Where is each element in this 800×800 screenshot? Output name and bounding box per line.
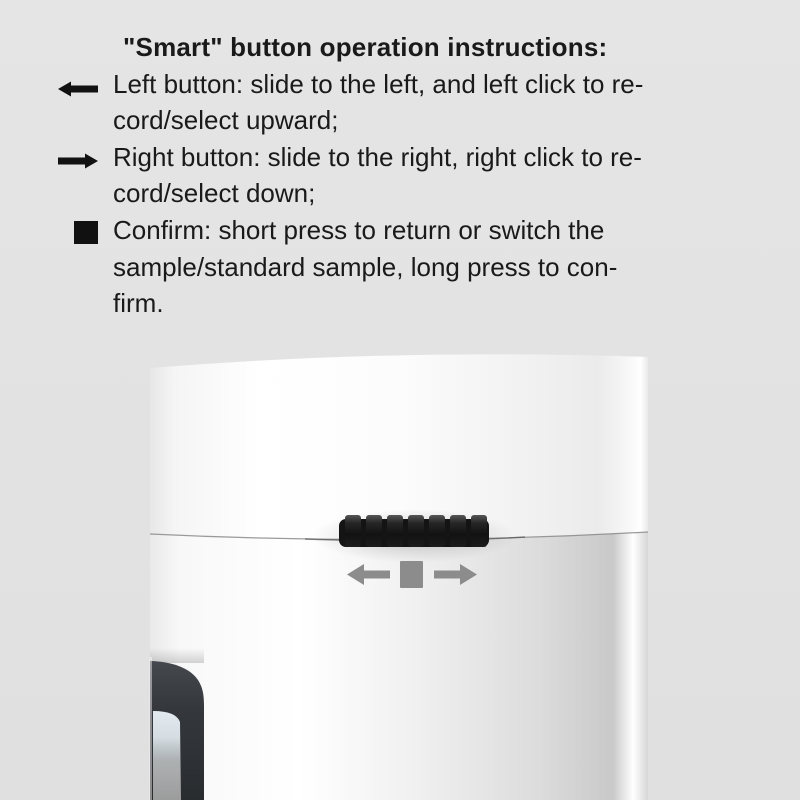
screen-bezel-shadow bbox=[150, 648, 204, 663]
instruction-line: Left button: slide to the left, and left click to re- bbox=[113, 68, 644, 99]
instruction-line: Right button: slide to the right, right click to re- bbox=[113, 141, 642, 172]
body-edge-highlight bbox=[150, 657, 153, 800]
wheel-rib bbox=[408, 515, 424, 547]
confirm-square-icon bbox=[74, 221, 98, 244]
instruction-line: cord/select upward; bbox=[113, 105, 339, 136]
wheel-rib bbox=[450, 515, 466, 547]
wheel-rib bbox=[471, 515, 487, 547]
instruction-line: sample/standard sample, long press to con- bbox=[113, 251, 618, 282]
wheel-rib bbox=[366, 515, 382, 547]
instruction-line: firm. bbox=[113, 288, 164, 319]
screen-glass bbox=[153, 711, 181, 800]
device-body-bottom bbox=[150, 532, 648, 800]
wheel-rib bbox=[429, 515, 445, 547]
left-arrow-icon bbox=[58, 81, 98, 97]
right-arrow-shape bbox=[58, 154, 98, 169]
left-arrow-shape bbox=[58, 82, 98, 97]
instructions-title: "Smart" button operation instructions: bbox=[123, 32, 608, 62]
wheel-rib bbox=[345, 515, 361, 547]
confirm-square-shape bbox=[74, 221, 98, 244]
right-arrow-icon bbox=[58, 153, 98, 169]
instructions-text bbox=[113, 29, 773, 322]
wheel-rib bbox=[387, 515, 403, 547]
scroll-wheel bbox=[339, 515, 489, 547]
instruction-line: Confirm: short press to return or switch the bbox=[113, 214, 605, 245]
confirm-square-icon bbox=[400, 561, 423, 588]
instruction-line: cord/select down; bbox=[113, 178, 316, 209]
